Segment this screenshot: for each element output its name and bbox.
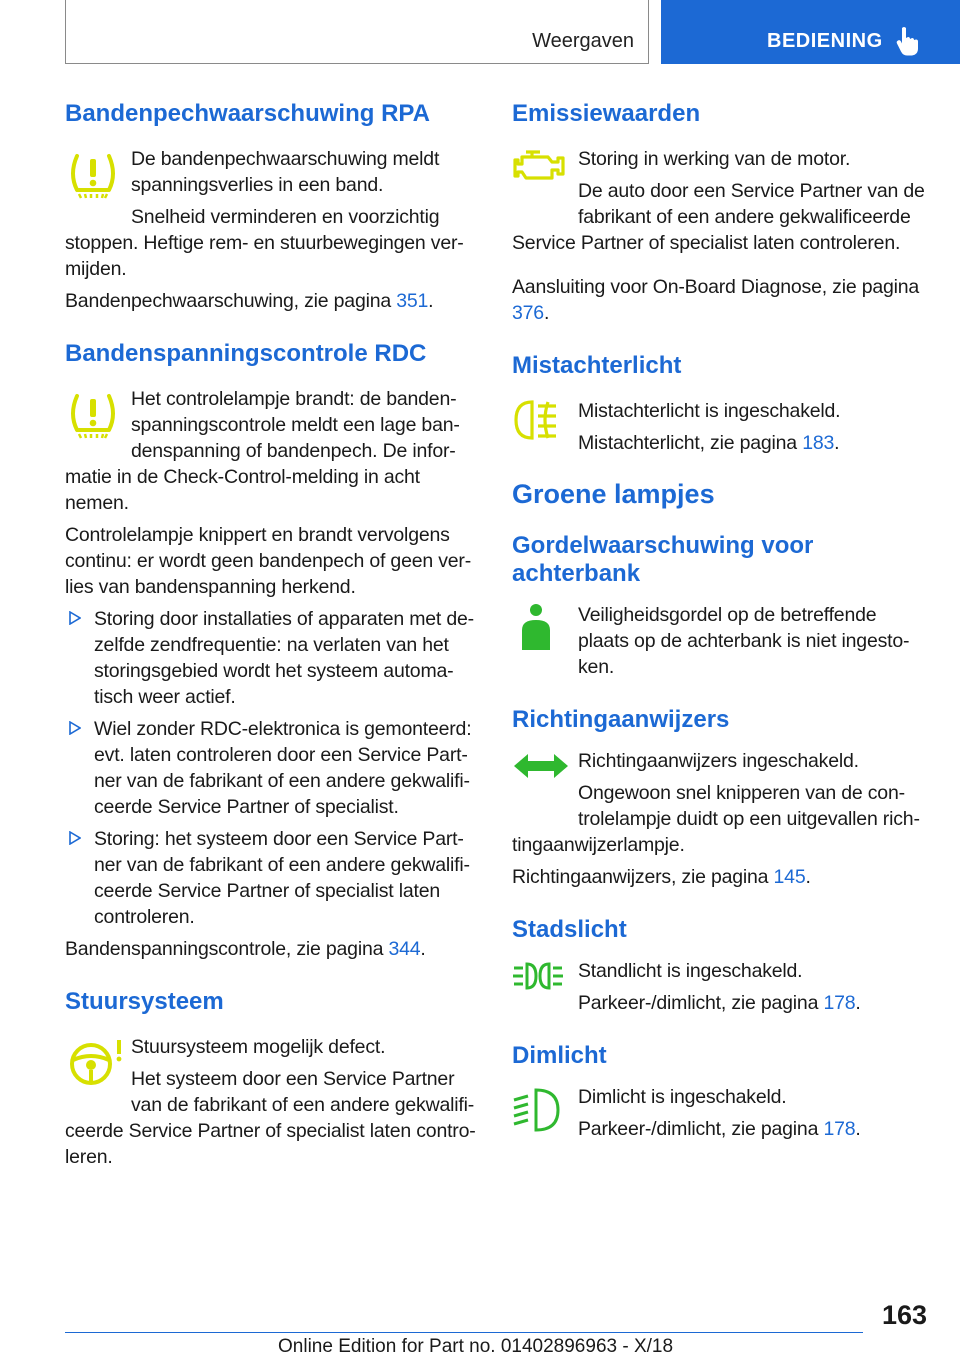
header-chapter-box [661,0,960,64]
page-reference: Aansluiting voor On-Board Diagnose, zie pagina 376. [512,276,920,324]
paragraph: Mistachterlicht is ingeschakeld. [578,400,841,422]
page-link[interactable]: 344 [388,938,421,960]
section-rear-fog [512,352,932,456]
section-title: Richtingaanwijzers [512,706,730,733]
paragraph: Richtingaanwijzers ingeschakeld. [578,750,859,772]
page-link[interactable]: 178 [823,1118,856,1140]
section-rdc [65,340,481,962]
section-steering [65,988,481,1170]
page-link[interactable]: 183 [802,432,835,454]
section-title: Mistachterlicht [512,352,682,379]
list-item: Wiel zonder RDC-elektronica is gemonteerd: evt. laten controleren door een Service Partner van de fabrikant of een andere gekwalificeerde Service Partner of specialist. [65,716,481,820]
page-reference: Parkeer-/dimlicht, zie pagina 178. [578,992,861,1014]
section-title: Bandenpechwaarschuwing RPA [65,100,430,127]
page-reference: Bandenspanningscontrole, zie pagina 344. [65,938,426,960]
right-column [512,100,932,1168]
section-title: Bandenspanningscontrole RDC [65,340,427,367]
list-item: Storing door installaties of apparaten met dezelfde zendfrequentie: na verlaten van het storingsgebied wordt het systeem automatisch weer actief. [65,606,481,710]
section-parking-light [512,916,932,1016]
paragraph: Het systeem door een Service Partner van de fabrikant of een andere gekwalificeerde Service Partner of specialist laten controleren. [65,1068,476,1168]
list-item: Storing: het systeem door een Service Partner van de fabrikant of een andere gekwalificeerde Service Partner of specialist laten controleren. [65,826,481,930]
seatbelt-person-icon [512,602,578,666]
paragraph: Het controlelampje brandt: de bandenspanningscontrole meldt een lage bandenspanning of bandenpech. De informatie in de Check-Control-melding in acht nemen. [65,388,460,514]
page-link[interactable]: 178 [823,992,856,1014]
header-section-box [65,0,649,64]
page-link[interactable]: 145 [773,866,806,888]
paragraph: Ongewoon snel knipperen van de controlelampje duidt op een uitgevallen richtingaanwijzerlampje. [512,782,920,856]
section-title: Stuursysteem [65,988,224,1015]
rear-fog-light-icon [512,398,578,462]
chapter-heading: Groene lampjes [512,479,715,509]
triangle-bullet-icon [69,721,81,735]
turn-signal-arrows-icon [512,748,578,812]
section-rear-belt [512,532,932,680]
triangle-bullet-icon [69,611,81,625]
steering-warning-icon [65,1034,131,1098]
section-title: Stadslicht [512,916,627,943]
page-link[interactable]: 351 [396,290,429,312]
triangle-bullet-icon [69,831,81,845]
paragraph: Controlelampje knippert en brandt vervolgens continu: er wordt geen bandenpech of geen verlies van bandenspanning herkend. [65,524,472,598]
page-link[interactable]: 376 [512,302,544,324]
paragraph: Stuursysteem mogelijk defect. [131,1036,386,1058]
paragraph: Storing in werking van de motor. [578,148,851,170]
paragraph: De auto door een Service Partner van de fabrikant of een andere gekwalificeerde Service Partner of specialist laten controleren. [512,180,925,254]
hand-pointer-icon [895,26,921,56]
page-number: 163 [881,1300,927,1330]
header-section-label: Weergaven [532,30,634,52]
page-reference: Bandenpechwaarschuwing, zie pagina 351. [65,290,434,312]
section-title: Gordelwaarschuwing voor achterbank [512,532,814,587]
section-rpa [65,100,481,314]
section-title: Emissiewaarden [512,100,701,127]
paragraph: Snelheid verminderen en voorzichtig stoppen. Heftige rem- en stuurbewegingen vermijden. [65,206,464,280]
page-reference: Richtingaanwijzers, zie pagina 145. [512,866,811,888]
footer-edition: Online Edition for Part no. 01402896963 - X/18 [278,1336,674,1357]
footer-divider [65,1332,863,1333]
section-low-beam [512,1042,932,1142]
paragraph: Standlicht is ingeschakeld. [578,960,803,982]
tire-pressure-control-icon [65,386,131,450]
section-title: Dimlicht [512,1042,607,1069]
paragraph: De bandenpechwaarschuwing meldt spanningsverlies in een band. [131,148,440,196]
section-emission [512,100,932,326]
section-turn-signals [512,706,932,890]
paragraph: Dimlicht is ingeschakeld. [578,1086,787,1108]
left-column [65,100,481,1196]
paragraph: Veiligheidsgordel op de betreffende plaats op de achterbank is niet ingestoken. [578,604,910,678]
header-chapter-label: BEDIENING [767,30,883,52]
engine-check-icon [512,146,578,210]
tire-pressure-warning-icon [65,146,131,210]
page-reference: Parkeer-/dimlicht, zie pagina 178. [578,1118,861,1140]
parking-light-icon [512,958,578,1022]
low-beam-icon [512,1084,578,1148]
page-reference: Mistachterlicht, zie pagina 183. [578,432,840,454]
